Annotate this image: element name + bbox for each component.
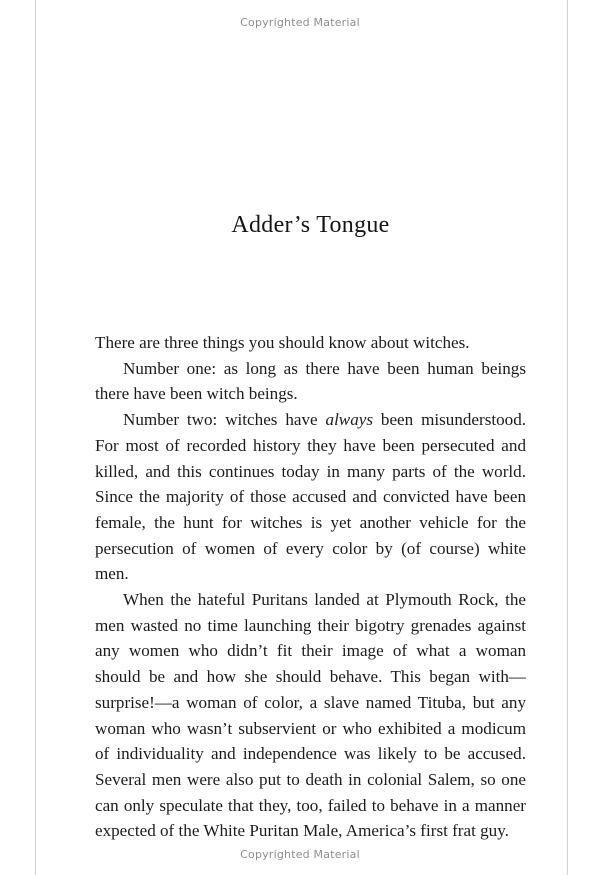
text-segment: been misunderstood. For most of recorded history they have been persecuted and killed, and this continues today in many parts of the world. Since the majority of those accused and convicted have been female, the hunt for witches is yet another vehicle for the persecution of women of every color by (of course) white men. [95,410,527,584]
paragraph [95,356,526,407]
page-edge-line-right [567,0,568,875]
copyright-notice-bottom: Copyrighted Material [240,848,360,861]
text-segment: There are three things you should know about witches. [95,333,470,352]
body-paragraphs [95,330,526,844]
paragraph [95,330,526,356]
page-edge-line-left [35,0,36,875]
text-segment: When the hateful Puritans landed at Plymouth Rock, the men wasted no time launching their bigotry grenades against any women who didn’t fit their image of what a woman should be and how she should behave. This began with—surprise!—a woman of color, a slave named Tituba, but any woman who wasn’t subservient or who exhibited a modicum of individuality and independence was likely to be accused. Several men were also put to death in colonial Salem, so one can only speculate that they, too, failed to behave in a manner expected of the White Puritan Male, America’s first frat guy. [95,590,526,841]
paragraph [95,407,526,587]
chapter-title: Adder’s Tongue [231,212,390,238]
copyright-notice-top: Copyrighted Material [240,16,360,29]
paragraph [95,587,526,844]
text-segment: Number one: as long as there have been human beings there have been witch beings. [95,358,526,404]
text-segment: Number two: witches have [123,410,326,430]
italic-text-segment: always [325,410,373,430]
